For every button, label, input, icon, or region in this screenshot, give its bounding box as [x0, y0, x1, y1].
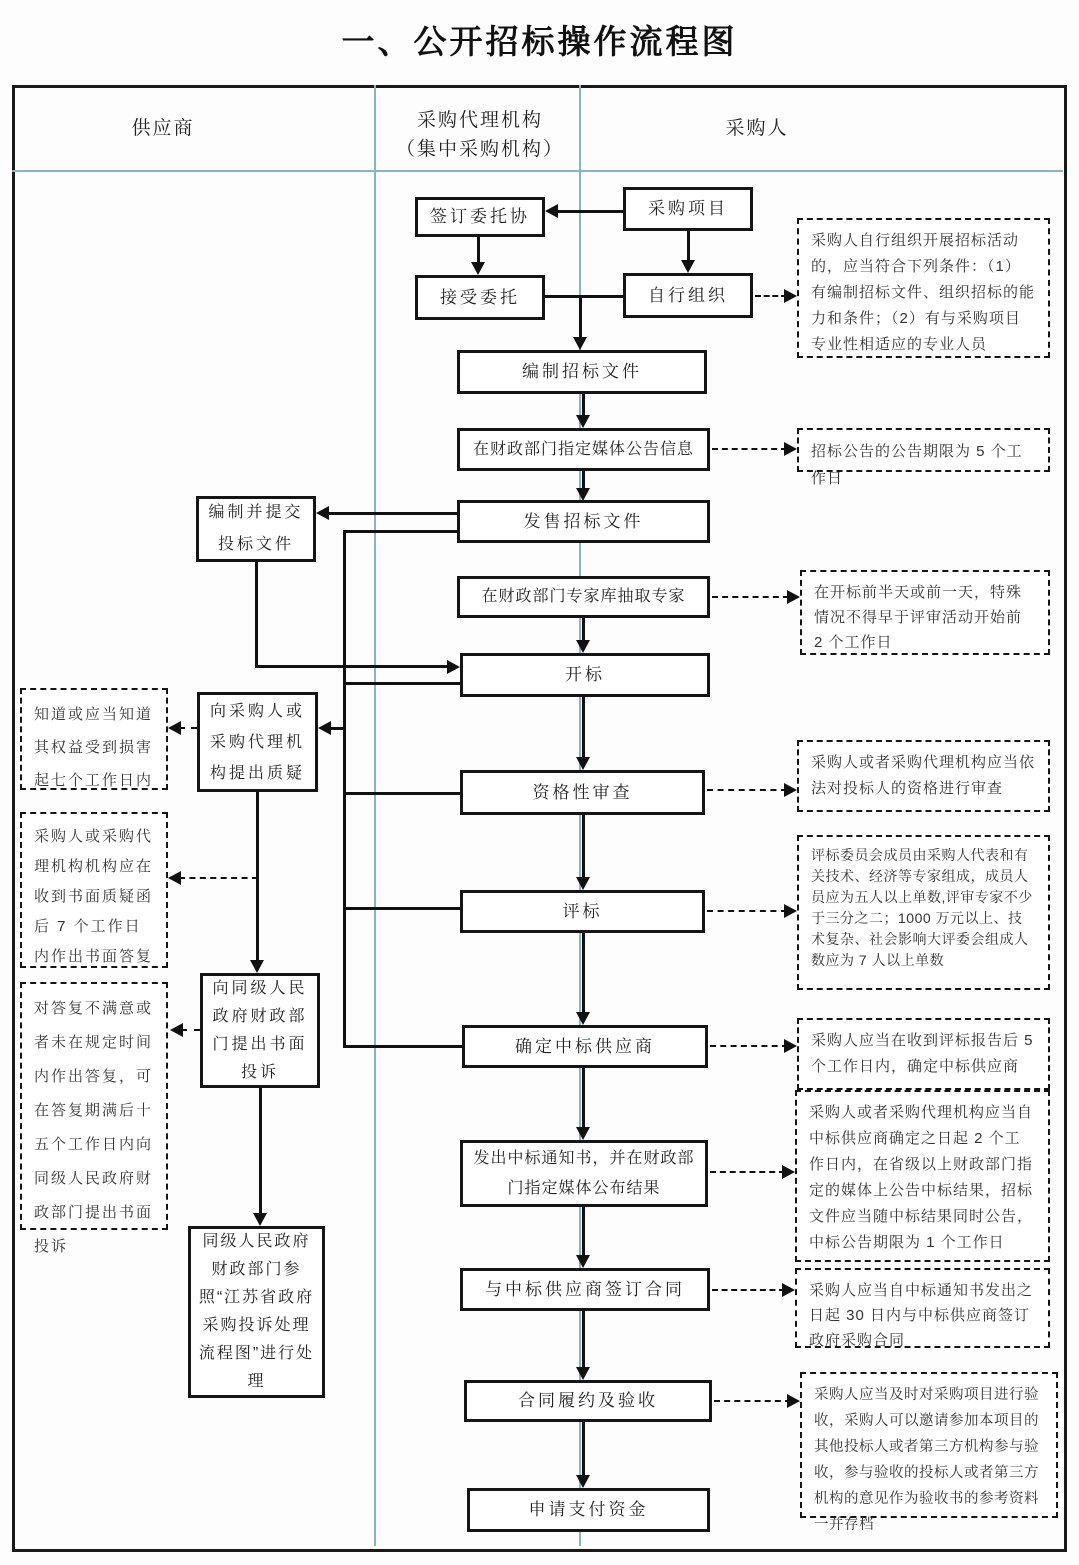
connector-line — [343, 907, 460, 910]
arrowhead — [250, 960, 264, 973]
note-self-organize: 采购人自行组织开展招标活动的，应当符合下列条件：（1）有编制招标文件、组织招标的能力和条件；（2）有与采购项目专业性相适应的专业人员 — [797, 218, 1050, 358]
arrowhead — [576, 1475, 590, 1488]
connector-line — [343, 530, 457, 533]
connector-line — [582, 1311, 585, 1368]
lane-supplier: 供应商 — [131, 118, 195, 139]
connector-line — [477, 237, 480, 263]
node-apply-payment: 申请支付资金 — [467, 1488, 710, 1532]
arrowhead — [787, 590, 800, 604]
arrowhead — [168, 871, 181, 885]
arrowhead — [784, 289, 797, 303]
node-bid-opening: 开标 — [460, 653, 710, 697]
dashed-connector — [712, 596, 789, 598]
node-raise-query: 向采购人或采购代理机构提出质疑 — [197, 692, 318, 792]
arrowhead — [447, 660, 460, 674]
note-reply-period: 采购人或采购代理机构机构应在收到书面质疑函后 7 个工作日内作出书面答复 — [20, 812, 168, 968]
connector-line — [582, 1068, 585, 1128]
arrowhead — [318, 721, 331, 735]
connector-line — [343, 792, 460, 795]
connector-line — [255, 562, 258, 668]
node-self-organize: 自行组织 — [623, 273, 753, 318]
arrowhead — [253, 1213, 267, 1226]
node-prepare-submit-bid: 编制并提交投标文件 — [196, 496, 316, 562]
dashed-connector — [707, 789, 787, 791]
arrowhead — [681, 260, 695, 273]
lane-divider-left — [374, 85, 376, 1546]
note-qualification: 采购人或者采购代理机构应当依法对投标人的资格进行审查 — [797, 740, 1050, 812]
arrowhead — [576, 1367, 590, 1380]
dashed-connector — [712, 1289, 785, 1291]
note-expert-timing: 在开标前半天或前一天，特殊情况不得早于评审活动开始前 2 个工作日 — [800, 570, 1050, 655]
node-procurement-project: 采购项目 — [623, 187, 753, 231]
note-announce-result: 采购人或者采购代理机构应当自中标供应商确定之日起 2 个工作日内，在省级以上财政部门指定的媒体上公告中标结果，招标文件应当随中标结果同时公告，中标公告期限为 1 个工作日 — [795, 1090, 1050, 1262]
note-determine-winner: 采购人应当在收到评标报告后 5 个工作日内，确定中标供应商 — [797, 1018, 1050, 1090]
node-issue-notice: 发出中标通知书，并在财政部门指定媒体公布结果 — [460, 1140, 708, 1207]
lane-purchaser: 采购人 — [725, 118, 789, 139]
connector-line — [553, 210, 623, 213]
connector-line — [324, 512, 457, 515]
node-bid-evaluation: 评标 — [460, 890, 705, 933]
dashed-connector — [710, 1171, 785, 1173]
node-sell-bid-docs: 发售招标文件 — [457, 500, 710, 543]
node-contract-acceptance: 合同履约及验收 — [464, 1380, 712, 1422]
connector-line — [579, 295, 582, 338]
arrowhead — [471, 262, 485, 275]
arrowhead — [545, 204, 558, 218]
arrowhead — [784, 783, 797, 797]
note-complaint-condition: 对答复不满意或者未在规定时间内作出答复，可在答复期满后十五个工作日内向同级人民政府财政部门提出书面投诉 — [20, 982, 168, 1230]
arrowhead — [576, 415, 590, 428]
node-sign-agreement: 签订委托协 — [415, 197, 545, 237]
connector-line — [582, 815, 585, 878]
lane-agency-line1: 采购代理机构 — [416, 110, 543, 131]
connector-line — [582, 1207, 585, 1256]
dashed-connector — [179, 877, 258, 879]
note-evaluation-committee: 评标委员会成员由采购人代表和有关技术、经济等专家组成，成员人员应为五人以上单数,评审专家不少于三分之二；1000 万元以上、技术复杂、社会影响大评委会组成人数应为 7 人以上单数 — [797, 835, 1050, 990]
arrowhead — [576, 1127, 590, 1140]
arrowhead — [784, 1039, 797, 1053]
arrowhead — [573, 337, 587, 350]
dashed-connector — [714, 1400, 791, 1402]
connector-line — [582, 394, 585, 416]
node-sign-contract: 与中标供应商签订合同 — [460, 1268, 710, 1311]
arrowhead — [576, 1255, 590, 1268]
node-draw-experts: 在财政部门专家库抽取专家 — [457, 576, 710, 618]
page-title: 一、公开招标操作流程图 — [341, 25, 738, 61]
arrowhead — [576, 640, 590, 653]
arrowhead — [316, 506, 329, 520]
arrowhead — [170, 1023, 183, 1037]
connector-line — [259, 1088, 262, 1214]
connector-line — [343, 530, 346, 1047]
node-accept-entrustment: 接受委托 — [415, 275, 545, 320]
lane-agency-line2: （集中采购机构） — [395, 139, 564, 160]
note-announcement-period: 招标公告的公告期限为 5 个工作日 — [797, 428, 1050, 472]
header-divider — [12, 170, 1063, 172]
connector-line — [255, 665, 447, 668]
connector-line — [582, 1422, 585, 1476]
connector-line — [343, 682, 460, 685]
arrowhead — [576, 1012, 590, 1025]
note-know-rights: 知道或应当知道其权益受到损害起七个工作日内 — [20, 688, 168, 790]
arrowhead — [576, 757, 590, 770]
dashed-connector — [755, 295, 787, 297]
connector-line — [582, 697, 585, 758]
connector-line — [343, 1045, 462, 1048]
connector-line — [582, 618, 585, 641]
node-announce-media: 在财政部门指定媒体公告信息 — [457, 428, 710, 471]
connector-line — [582, 471, 585, 488]
arrowhead — [787, 1394, 800, 1408]
connector-line — [687, 231, 690, 261]
node-determine-winner: 确定中标供应商 — [462, 1025, 708, 1068]
arrowhead — [576, 877, 590, 890]
dashed-connector — [712, 448, 787, 450]
arrowhead — [782, 1283, 795, 1297]
arrowhead — [784, 904, 797, 918]
node-file-complaint: 向同级人民政府财政部门提出书面投诉 — [200, 973, 320, 1088]
node-qualification-review: 资格性审查 — [460, 770, 705, 815]
arrowhead — [782, 1165, 795, 1179]
node-complaint-handling: 同级人民政府财政部门参照“江苏省政府采购投诉处理流程图”进行处理 — [188, 1226, 325, 1398]
dashed-connector — [179, 727, 197, 729]
dashed-connector — [710, 1045, 788, 1047]
dashed-connector — [181, 1029, 200, 1031]
connector-line — [582, 933, 585, 1013]
node-prepare-bid-docs: 编制招标文件 — [457, 350, 707, 394]
arrowhead — [784, 442, 797, 456]
arrowhead — [168, 721, 181, 735]
dashed-connector — [707, 910, 787, 912]
note-acceptance: 采购人应当及时对采购项目进行验收，采购人可以邀请参加本项目的其他投标人或者第三方机构参与验收，参与验收的投标人或者第三方机构的意见作为验收书的参考资料一并存档 — [800, 1372, 1058, 1518]
note-contract-deadline: 采购人应当自中标通知书发出之日起 30 日内与中标供应商签订政府采购合同 — [795, 1268, 1050, 1348]
connector-line — [545, 295, 623, 298]
